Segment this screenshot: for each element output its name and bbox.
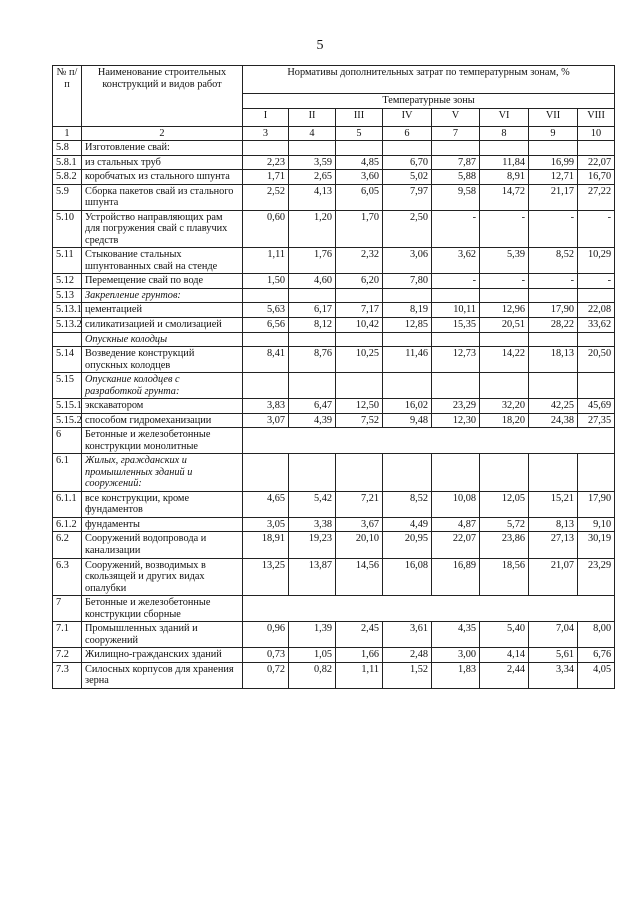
zone-value: 17,90: [529, 303, 578, 318]
zone-value: 2,48: [383, 648, 432, 663]
zone-value: [432, 332, 480, 347]
table-row: [53, 141, 615, 156]
zone-value: 2,52: [243, 184, 289, 210]
zone-value: 5,61: [529, 648, 578, 663]
zone-value: [529, 288, 578, 303]
zone-header: V: [432, 108, 480, 126]
zone-value: [289, 454, 336, 492]
table-row: [53, 303, 615, 318]
row-name: Закрепление грунтов:: [82, 288, 243, 303]
zone-value: 27,35: [578, 413, 615, 428]
table-row: [53, 399, 615, 414]
zone-value: 8,52: [383, 491, 432, 517]
zone-value: 5,39: [480, 248, 529, 274]
zone-value: 45,69: [578, 399, 615, 414]
row-name: Бетонные и железобетонные конструкции сборные: [82, 596, 243, 622]
zone-value: 4,87: [432, 517, 480, 532]
column-index: 4: [289, 126, 336, 141]
zone-value: 1,76: [289, 248, 336, 274]
row-number: 5.15.2: [53, 413, 82, 428]
zone-value: [289, 373, 336, 399]
zone-header: VIII: [578, 108, 615, 126]
zone-value: 8,19: [383, 303, 432, 318]
zone-header: IV: [383, 108, 432, 126]
row-number: 5.9: [53, 184, 82, 210]
zone-value: [383, 373, 432, 399]
zone-value: [289, 141, 336, 156]
zone-value: [383, 288, 432, 303]
zone-value: 3,67: [336, 517, 383, 532]
row-name: Жилых, гражданских и промышленных зданий и сооружений:: [82, 454, 243, 492]
zone-value: 10,25: [336, 347, 383, 373]
table-row: [53, 517, 615, 532]
row-name: силикатизацией и смолизацией: [82, 317, 243, 332]
zone-value: [432, 454, 480, 492]
zone-value: 9,48: [383, 413, 432, 428]
zone-value: 3,38: [289, 517, 336, 532]
zone-value: 32,20: [480, 399, 529, 414]
zone-value: 5,72: [480, 517, 529, 532]
zone-value: [432, 141, 480, 156]
zone-value: 1,66: [336, 648, 383, 663]
row-name: способом гидромеханизации: [82, 413, 243, 428]
zone-value: 0,72: [243, 662, 289, 688]
row-name: Сооружений водопровода и канализации: [82, 532, 243, 558]
zone-value: 18,91: [243, 532, 289, 558]
zone-value: 7,52: [336, 413, 383, 428]
row-name: из стальных труб: [82, 155, 243, 170]
zone-value: [529, 373, 578, 399]
zone-value: 12,73: [432, 347, 480, 373]
zone-value: 7,80: [383, 274, 432, 289]
zone-value: 22,07: [432, 532, 480, 558]
zone-value: 14,72: [480, 184, 529, 210]
zone-value: [480, 373, 529, 399]
zone-value: [383, 454, 432, 492]
zone-value: 12,50: [336, 399, 383, 414]
zone-value: 19,23: [289, 532, 336, 558]
zone-value: [432, 288, 480, 303]
zone-value: 23,86: [480, 532, 529, 558]
zone-value: 20,51: [480, 317, 529, 332]
zone-value: [578, 454, 615, 492]
zone-value: 8,41: [243, 347, 289, 373]
table-row: [53, 274, 615, 289]
zone-value: 12,05: [480, 491, 529, 517]
zone-value: -: [480, 210, 529, 248]
zone-value: 16,08: [383, 558, 432, 596]
row-name: Жилищно-гражданских зданий: [82, 648, 243, 663]
zone-value: 4,85: [336, 155, 383, 170]
column-index: 8: [480, 126, 529, 141]
row-number: 5.8.1: [53, 155, 82, 170]
row-name: Изготовление свай:: [82, 141, 243, 156]
zone-value: 2,65: [289, 170, 336, 185]
row-name: Силосных корпусов для хранения зерна: [82, 662, 243, 688]
zone-value: 3,61: [383, 622, 432, 648]
zone-value: [383, 141, 432, 156]
zone-value: 3,62: [432, 248, 480, 274]
row-name: цементацией: [82, 303, 243, 318]
zone-value: 23,29: [578, 558, 615, 596]
zone-value: 10,08: [432, 491, 480, 517]
zone-value: 6,76: [578, 648, 615, 663]
table-row: [53, 248, 615, 274]
zone-value: 42,25: [529, 399, 578, 414]
zone-value: 21,17: [529, 184, 578, 210]
zone-value: 1,70: [336, 210, 383, 248]
column-index: 10: [578, 126, 615, 141]
zone-value: 2,44: [480, 662, 529, 688]
zone-value: 9,10: [578, 517, 615, 532]
zone-value: 1,50: [243, 274, 289, 289]
zone-value: 5,88: [432, 170, 480, 185]
zone-value: [289, 288, 336, 303]
zone-value: 30,19: [578, 532, 615, 558]
section-empty-cell: [243, 428, 615, 454]
zone-value: 3,00: [432, 648, 480, 663]
table-row: [53, 662, 615, 688]
zone-value: 24,38: [529, 413, 578, 428]
row-number: 5.11: [53, 248, 82, 274]
zone-value: 20,50: [578, 347, 615, 373]
row-number: 5.8.2: [53, 170, 82, 185]
zone-value: 5,63: [243, 303, 289, 318]
zone-value: 15,21: [529, 491, 578, 517]
zone-value: 33,62: [578, 317, 615, 332]
zone-value: 3,07: [243, 413, 289, 428]
zone-value: 8,13: [529, 517, 578, 532]
zone-value: [432, 373, 480, 399]
zone-value: 1,52: [383, 662, 432, 688]
row-number: 5.13.1: [53, 303, 82, 318]
zone-value: 16,99: [529, 155, 578, 170]
header-col-name: Наименование строительных конструкций и видов работ: [82, 66, 243, 127]
zone-value: 3,05: [243, 517, 289, 532]
zone-value: 2,23: [243, 155, 289, 170]
zone-value: 2,45: [336, 622, 383, 648]
row-name: Промышленных зданий и сооружений: [82, 622, 243, 648]
zone-value: 1,83: [432, 662, 480, 688]
zone-value: 11,46: [383, 347, 432, 373]
zone-value: 3,83: [243, 399, 289, 414]
zone-value: 1,11: [243, 248, 289, 274]
zone-value: 5,02: [383, 170, 432, 185]
row-number: 6: [53, 428, 82, 454]
column-index: 2: [82, 126, 243, 141]
header-col-no: № п/п: [53, 66, 82, 127]
zone-value: 8,76: [289, 347, 336, 373]
zone-value: 10,42: [336, 317, 383, 332]
column-index: 7: [432, 126, 480, 141]
zone-value: 7,21: [336, 491, 383, 517]
zone-value: 27,22: [578, 184, 615, 210]
zone-value: 5,42: [289, 491, 336, 517]
zone-value: [289, 332, 336, 347]
table-row: [53, 454, 615, 492]
row-number: 5.13: [53, 288, 82, 303]
zone-value: [578, 288, 615, 303]
zone-value: 8,91: [480, 170, 529, 185]
zone-value: 20,10: [336, 532, 383, 558]
zone-value: [243, 454, 289, 492]
zone-value: 22,08: [578, 303, 615, 318]
row-name: все конструкции, кроме фундаментов: [82, 491, 243, 517]
zone-value: -: [529, 210, 578, 248]
zone-value: 1,71: [243, 170, 289, 185]
table-row: [53, 648, 615, 663]
zone-header: II: [289, 108, 336, 126]
row-name: Сборка пакетов свай из стального шпунта: [82, 184, 243, 210]
zone-value: -: [432, 210, 480, 248]
table-row: [53, 373, 615, 399]
zone-value: 16,70: [578, 170, 615, 185]
zone-value: -: [432, 274, 480, 289]
table-row: [53, 170, 615, 185]
row-name: Возведение конструкций опускных колодцев: [82, 347, 243, 373]
zone-value: 0,96: [243, 622, 289, 648]
zone-header: VII: [529, 108, 578, 126]
zone-value: 3,59: [289, 155, 336, 170]
zone-value: 0,73: [243, 648, 289, 663]
zone-value: 4,65: [243, 491, 289, 517]
row-name: Перемещение свай по воде: [82, 274, 243, 289]
zone-value: 6,70: [383, 155, 432, 170]
row-number: 5.8: [53, 141, 82, 156]
zone-value: [243, 288, 289, 303]
zone-value: 12,96: [480, 303, 529, 318]
column-index: 1: [53, 126, 82, 141]
header-zones-title: Температурные зоны: [243, 94, 615, 109]
zone-value: 6,17: [289, 303, 336, 318]
zone-header: III: [336, 108, 383, 126]
zone-value: 17,90: [578, 491, 615, 517]
table-row: [53, 332, 615, 347]
zone-value: 3,60: [336, 170, 383, 185]
table-row: [53, 558, 615, 596]
zone-value: 22,07: [578, 155, 615, 170]
zone-value: [578, 373, 615, 399]
row-name: Опускание колодцев с разработкой грунта:: [82, 373, 243, 399]
zone-value: 2,50: [383, 210, 432, 248]
row-number: 7.2: [53, 648, 82, 663]
zone-value: [336, 288, 383, 303]
table-row: [53, 413, 615, 428]
norms-table: [52, 65, 615, 689]
table-row: [53, 317, 615, 332]
zone-value: 7,04: [529, 622, 578, 648]
zone-value: 5,40: [480, 622, 529, 648]
zone-value: 4,13: [289, 184, 336, 210]
zone-value: 7,97: [383, 184, 432, 210]
column-index: 6: [383, 126, 432, 141]
zone-value: 13,87: [289, 558, 336, 596]
zone-value: [578, 332, 615, 347]
zone-value: [529, 454, 578, 492]
zone-value: 4,60: [289, 274, 336, 289]
zone-value: 21,07: [529, 558, 578, 596]
zone-value: 4,14: [480, 648, 529, 663]
zone-value: 0,82: [289, 662, 336, 688]
row-number: 6.2: [53, 532, 82, 558]
zone-value: 4,49: [383, 517, 432, 532]
zone-value: [480, 454, 529, 492]
zone-value: 14,56: [336, 558, 383, 596]
zone-value: 7,87: [432, 155, 480, 170]
zone-value: 3,34: [529, 662, 578, 688]
zone-value: 27,13: [529, 532, 578, 558]
table-row: [53, 622, 615, 648]
zone-value: -: [480, 274, 529, 289]
row-number: 7: [53, 596, 82, 622]
zone-value: 18,56: [480, 558, 529, 596]
zone-value: [383, 332, 432, 347]
zone-value: 0,60: [243, 210, 289, 248]
zone-value: 18,20: [480, 413, 529, 428]
zone-value: [336, 332, 383, 347]
row-number: 5.10: [53, 210, 82, 248]
table-row: [53, 532, 615, 558]
zone-value: 2,32: [336, 248, 383, 274]
zone-value: 13,25: [243, 558, 289, 596]
zone-value: [336, 141, 383, 156]
table-row: [53, 428, 615, 454]
zone-value: [243, 373, 289, 399]
header-norms-title: Нормативы дополнительных затрат по температурным зонам, %: [243, 66, 615, 94]
row-number: 6.3: [53, 558, 82, 596]
table-row: [53, 210, 615, 248]
zone-value: [336, 454, 383, 492]
row-number: 5.13.2: [53, 317, 82, 332]
zone-value: 6,47: [289, 399, 336, 414]
section-empty-cell: [243, 596, 615, 622]
zone-value: 20,95: [383, 532, 432, 558]
zone-header: I: [243, 108, 289, 126]
zone-value: 4,39: [289, 413, 336, 428]
zone-value: 28,22: [529, 317, 578, 332]
zone-value: 8,52: [529, 248, 578, 274]
zone-value: 3,06: [383, 248, 432, 274]
zone-value: 23,29: [432, 399, 480, 414]
zone-value: -: [578, 210, 615, 248]
zone-value: 15,35: [432, 317, 480, 332]
row-name: фундаменты: [82, 517, 243, 532]
row-number: 5.15.1: [53, 399, 82, 414]
row-number: 7.1: [53, 622, 82, 648]
row-name: Устройство направляющих рам для погружения свай с плавучих средств: [82, 210, 243, 248]
zone-value: 4,05: [578, 662, 615, 688]
zone-value: -: [578, 274, 615, 289]
row-name: коробчатых из стального шпунта: [82, 170, 243, 185]
column-index: 5: [336, 126, 383, 141]
zone-value: [243, 332, 289, 347]
row-number: 6.1.1: [53, 491, 82, 517]
page-number: 5: [316, 38, 324, 53]
zone-value: 11,84: [480, 155, 529, 170]
row-number: 5.14: [53, 347, 82, 373]
zone-value: 12,85: [383, 317, 432, 332]
zone-value: [578, 141, 615, 156]
column-index: 9: [529, 126, 578, 141]
zone-value: 1,20: [289, 210, 336, 248]
zone-value: 7,17: [336, 303, 383, 318]
row-name: Опускные колодцы: [82, 332, 243, 347]
row-name: Бетонные и железобетонные конструкции монолитные: [82, 428, 243, 454]
table-row: [53, 491, 615, 517]
row-number: 5.15: [53, 373, 82, 399]
table-row: [53, 184, 615, 210]
zone-value: 1,39: [289, 622, 336, 648]
zone-value: [243, 141, 289, 156]
row-number: 7.3: [53, 662, 82, 688]
zone-value: [529, 141, 578, 156]
zone-value: 6,56: [243, 317, 289, 332]
zone-header: VI: [480, 108, 529, 126]
zone-value: [529, 332, 578, 347]
zone-value: [480, 141, 529, 156]
table-row: [53, 596, 615, 622]
zone-value: [480, 288, 529, 303]
table-row: [53, 347, 615, 373]
zone-value: 9,58: [432, 184, 480, 210]
row-number: 5.12: [53, 274, 82, 289]
table-row: [53, 288, 615, 303]
zone-value: 12,71: [529, 170, 578, 185]
zone-value: [480, 332, 529, 347]
zone-value: [336, 373, 383, 399]
zone-value: 10,29: [578, 248, 615, 274]
row-name: Сооружений, возводимых в скользящей и других видах опалубки: [82, 558, 243, 596]
zone-value: 8,00: [578, 622, 615, 648]
row-name: экскаватором: [82, 399, 243, 414]
zone-value: -: [529, 274, 578, 289]
zone-value: 4,35: [432, 622, 480, 648]
zone-value: 6,20: [336, 274, 383, 289]
zone-value: 6,05: [336, 184, 383, 210]
zone-value: 14,22: [480, 347, 529, 373]
row-name: Стыкование стальных шпунтованных свай на стенде: [82, 248, 243, 274]
zone-value: 18,13: [529, 347, 578, 373]
zone-value: 16,89: [432, 558, 480, 596]
zone-value: 10,11: [432, 303, 480, 318]
row-number: 6.1: [53, 454, 82, 492]
row-number: 6.1.2: [53, 517, 82, 532]
table-row: [53, 155, 615, 170]
zone-value: 16,02: [383, 399, 432, 414]
zone-value: 1,11: [336, 662, 383, 688]
row-number: [53, 332, 82, 347]
zone-value: 1,05: [289, 648, 336, 663]
zone-value: 8,12: [289, 317, 336, 332]
zone-value: 12,30: [432, 413, 480, 428]
column-index: 3: [243, 126, 289, 141]
